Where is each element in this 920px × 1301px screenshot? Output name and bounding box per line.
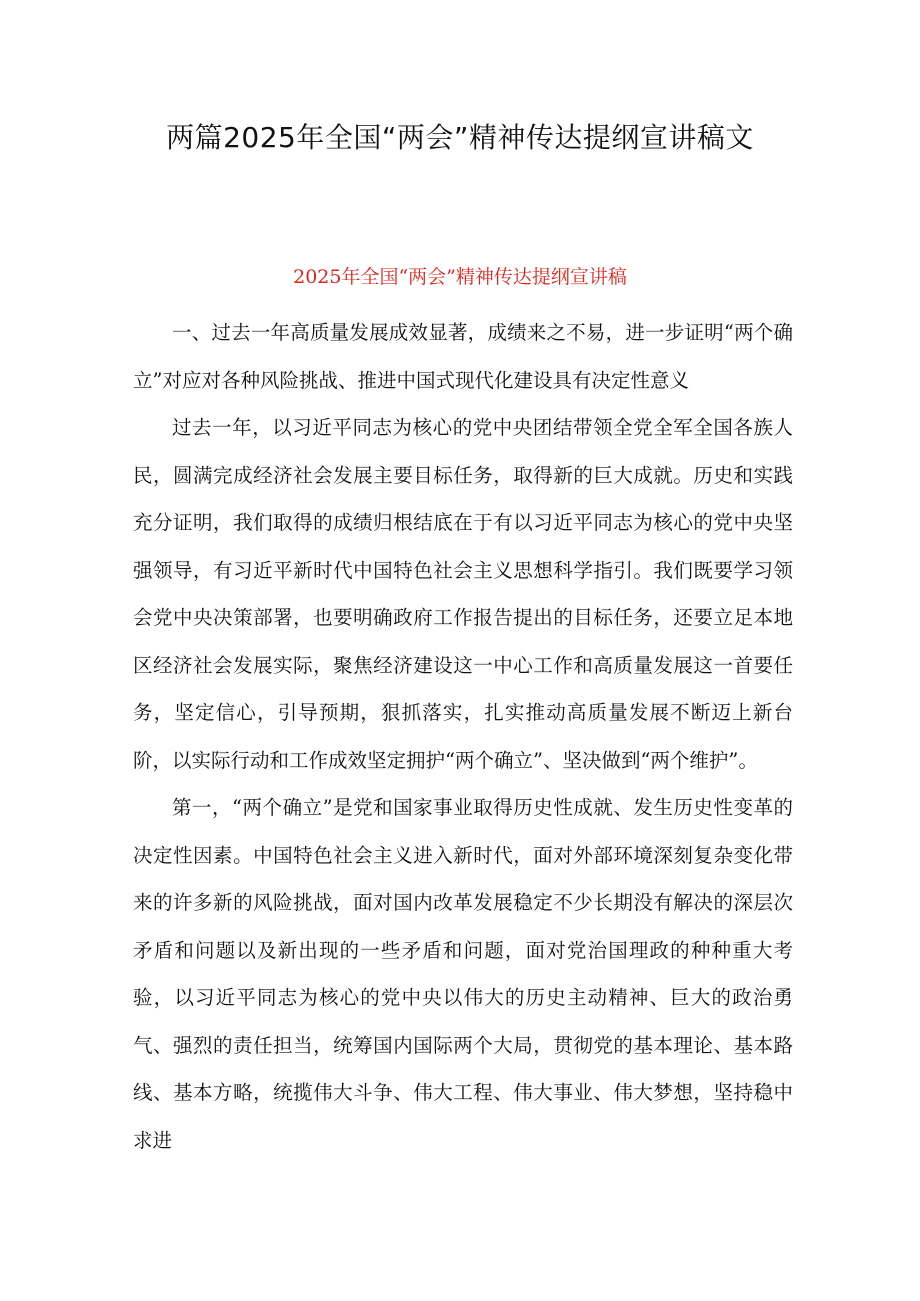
document-body [133, 309, 793, 1164]
body-paragraph: 过去一年，以习近平同志为核心的党中央团结带领全党全军全国各族人民，圆满完成经济社会发展主要目标任务，取得新的巨大成就。历史和实践充分证明，我们取得的成绩归根结底在于有以习近平同志为核心的党中央坚强领导，有习近平新时代中国特色社会主义思想科学指引。我们既要学习领会党中央决策部署，也要明确政府工作报告提出的目标任务，还要立足本地区经济社会发展实际，聚焦经济建设这一中心工作和高质量发展这一首要任务，坚定信心，引导预期，狠抓落实，扎实推动高质量发展不断迈上新台阶，以实际行动和工作成效坚定拥护“两个确立”、坚决做到“两个维护”。 [133, 416, 793, 772]
section-heading-paragraph: 一、过去一年高质量发展成效显著，成绩来之不易，进一步证明“两个确立”对应对各种风险挑战、推进中国式现代化建设具有决定性意义 [133, 321, 793, 392]
body-paragraph: 第一，“两个确立”是党和国家事业取得历史性成就、发生历史性变革的决定性因素。中国特色社会主义进入新时代，面对外部环境深刻复杂变化带来的许多新的风险挑战，面对国内改革发展稳定不少长期没有解决的深层次矛盾和问题以及新出现的一些矛盾和问题，面对党治国理政的种种重大考验，以习近平同志为核心的党中央以伟大的历史主动精神、巨大的政治勇气、强烈的责任担当，统筹国内国际两个大局，贯彻党的基本理论、基本路线、基本方略，统揽伟大斗争、伟大工程、伟大事业、伟大梦想，坚持稳中求进 [133, 796, 793, 1152]
document-title: 两篇2025年全国“两会”精神传达提纲宣讲稿文 [166, 121, 754, 154]
speech-subtitle: 2025年全国“两会”精神传达提纲宣讲稿 [293, 266, 627, 288]
